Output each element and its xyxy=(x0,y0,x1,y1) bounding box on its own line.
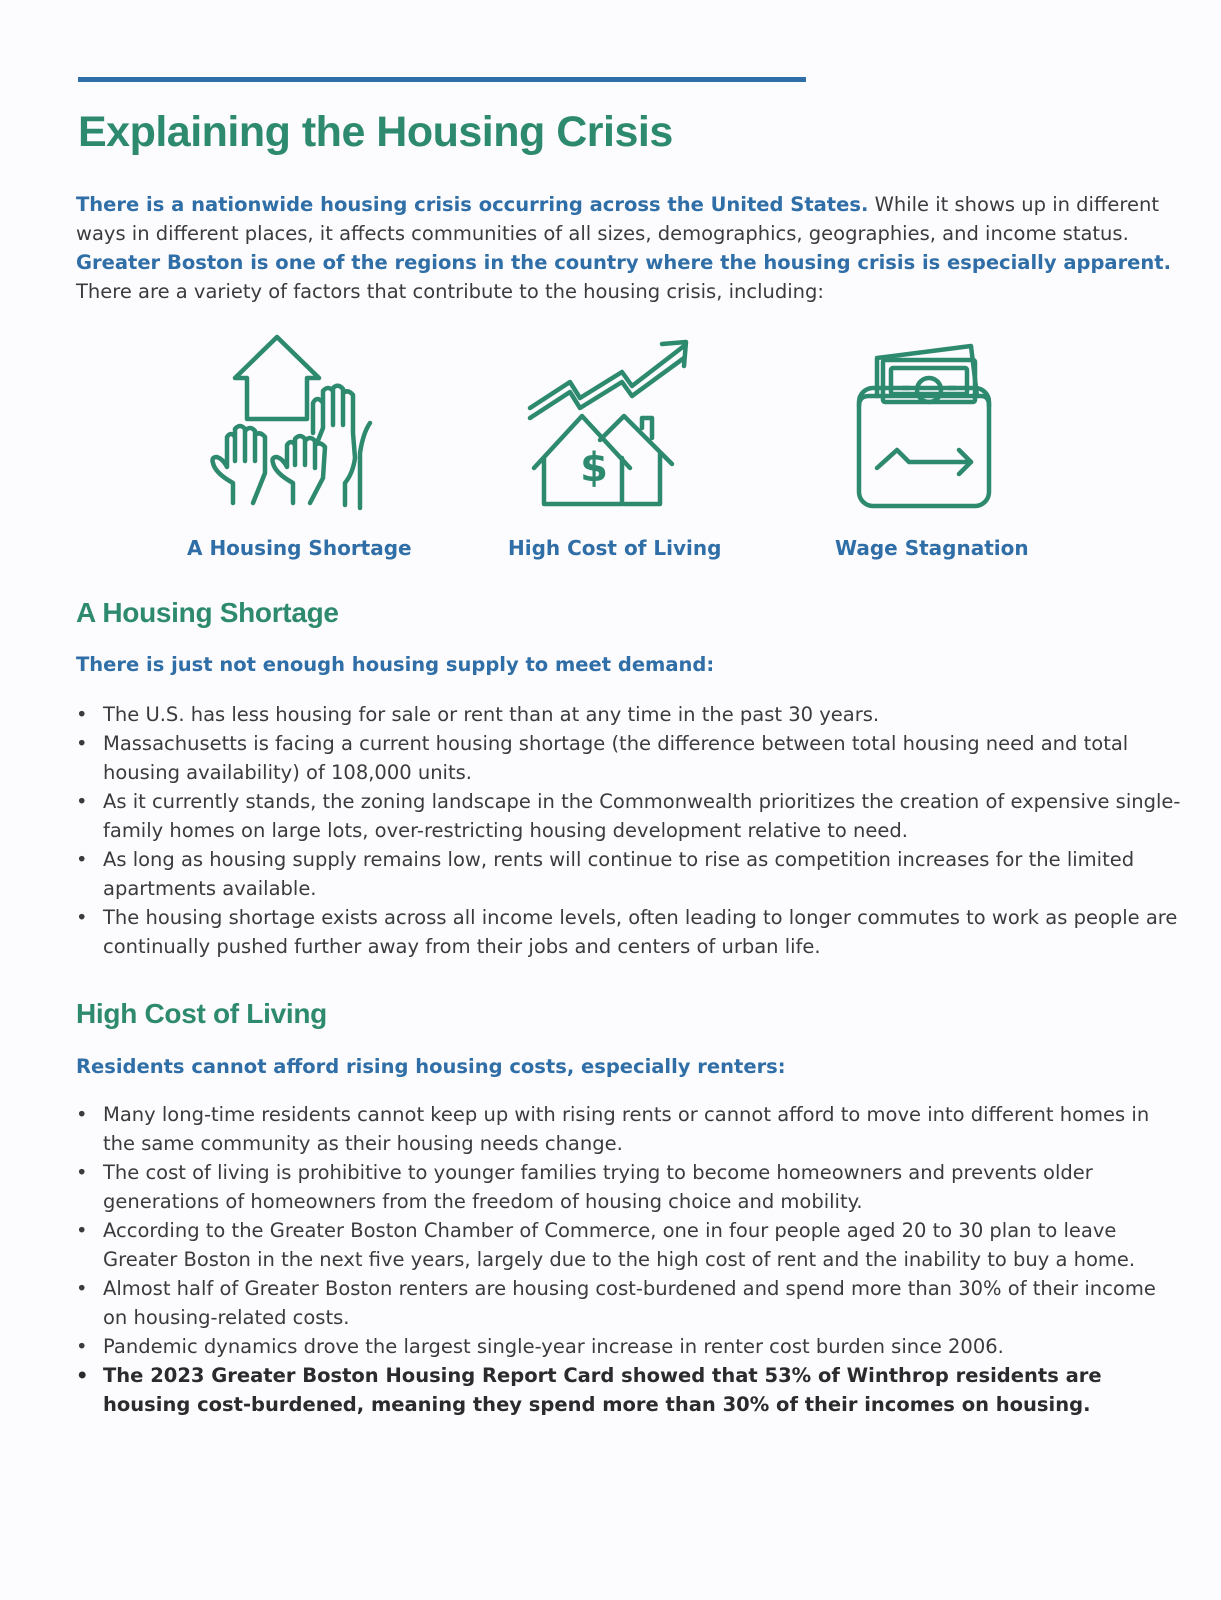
bullet-marker: • xyxy=(76,790,88,813)
factor-label-housing-shortage: A Housing Shortage xyxy=(187,536,412,560)
page-title: Explaining the Housing Crisis xyxy=(78,108,673,156)
bullet-marker: • xyxy=(76,1335,88,1358)
bullet-list-high-cost-of-living xyxy=(76,1100,1186,1419)
bullet-marker: • xyxy=(76,1364,89,1387)
intro-highlight-1: There is a nationwide housing crisis occurring across the United States. xyxy=(76,193,869,216)
bullet-marker: • xyxy=(76,703,88,726)
list-item: • Many long-time residents cannot keep up with rising rents or cannot afford to move into different homes in the same community as their housing needs change. xyxy=(76,1100,1186,1158)
factor-label-high-cost-of-living: High Cost of Living xyxy=(508,536,722,560)
list-item: • The housing shortage exists across all income levels, often leading to longer commutes to work as people are continually pushed further away from their jobs and centers of urban life. xyxy=(76,903,1186,961)
house-dollar-trend-icon xyxy=(522,336,692,511)
svg-text:$: $ xyxy=(580,445,608,491)
factor-label-wage-stagnation: Wage Stagnation xyxy=(835,536,1029,560)
list-item: • The cost of living is prohibitive to younger families trying to become homeowners and prevents older generations of homeowners from the freedom of housing choice and mobility. xyxy=(76,1158,1186,1216)
bullet-marker: • xyxy=(76,1219,88,1242)
list-item: • Massachusetts is facing a current housing shortage (the difference between total housing need and total housing availability) of 108,000 units. xyxy=(76,729,1186,787)
intro-text-2: There are a variety of factors that contribute to the housing crisis, including: xyxy=(76,280,824,303)
intro-paragraph xyxy=(76,190,1176,306)
house-hands-icon xyxy=(205,333,380,513)
list-item: • The U.S. has less housing for sale or rent than at any time in the past 30 years. xyxy=(76,700,1186,729)
intro-text-1: While it shows up in different ways in different places, it affects communities of all sizes, demographics, geographies, and income status. xyxy=(76,193,1159,245)
bullet-marker: • xyxy=(76,1161,88,1184)
section-title-high-cost-of-living: High Cost of Living xyxy=(76,998,327,1029)
list-item: • Almost half of Greater Boston renters are housing cost-burdened and spend more than 30% of their income on housing-related costs. xyxy=(76,1274,1186,1332)
bullet-marker: • xyxy=(76,1277,88,1300)
section-subtitle-housing-shortage: There is just not enough housing supply to meet demand: xyxy=(76,653,715,676)
bullet-marker: • xyxy=(76,906,88,929)
section-subtitle-high-cost-of-living: Residents cannot afford rising housing costs, especially renters: xyxy=(76,1055,786,1078)
bullet-marker: • xyxy=(76,848,88,871)
section-title-housing-shortage: A Housing Shortage xyxy=(76,597,339,628)
list-item-emphasis: • The 2023 Greater Boston Housing Report Card showed that 53% of Winthrop residents are housing cost-burdened, meaning they spend more than 30% of their incomes on housing. xyxy=(76,1361,1186,1419)
bullet-list-housing-shortage xyxy=(76,700,1186,961)
bullet-marker: • xyxy=(76,1103,88,1126)
list-item: • Pandemic dynamics drove the largest single-year increase in renter cost burden since 2006. xyxy=(76,1332,1186,1361)
list-item: • According to the Greater Boston Chamber of Commerce, one in four people aged 20 to 30 plan to leave Greater Boston in the next five years, largely due to the high cost of rent and the inability to buy a home. xyxy=(76,1216,1186,1274)
top-rule xyxy=(78,77,806,82)
intro-highlight-2: Greater Boston is one of the regions in the country where the housing crisis is especially apparent. xyxy=(76,251,1172,274)
bullet-marker: • xyxy=(76,732,88,755)
list-item: • As it currently stands, the zoning landscape in the Commonwealth prioritizes the creation of expensive single-family homes on large lots, over-restricting housing development relative to need. xyxy=(76,787,1186,845)
list-item: • As long as housing supply remains low, rents will continue to rise as competition increases for the limited apartments available. xyxy=(76,845,1186,903)
wallet-cash-icon xyxy=(853,336,998,511)
